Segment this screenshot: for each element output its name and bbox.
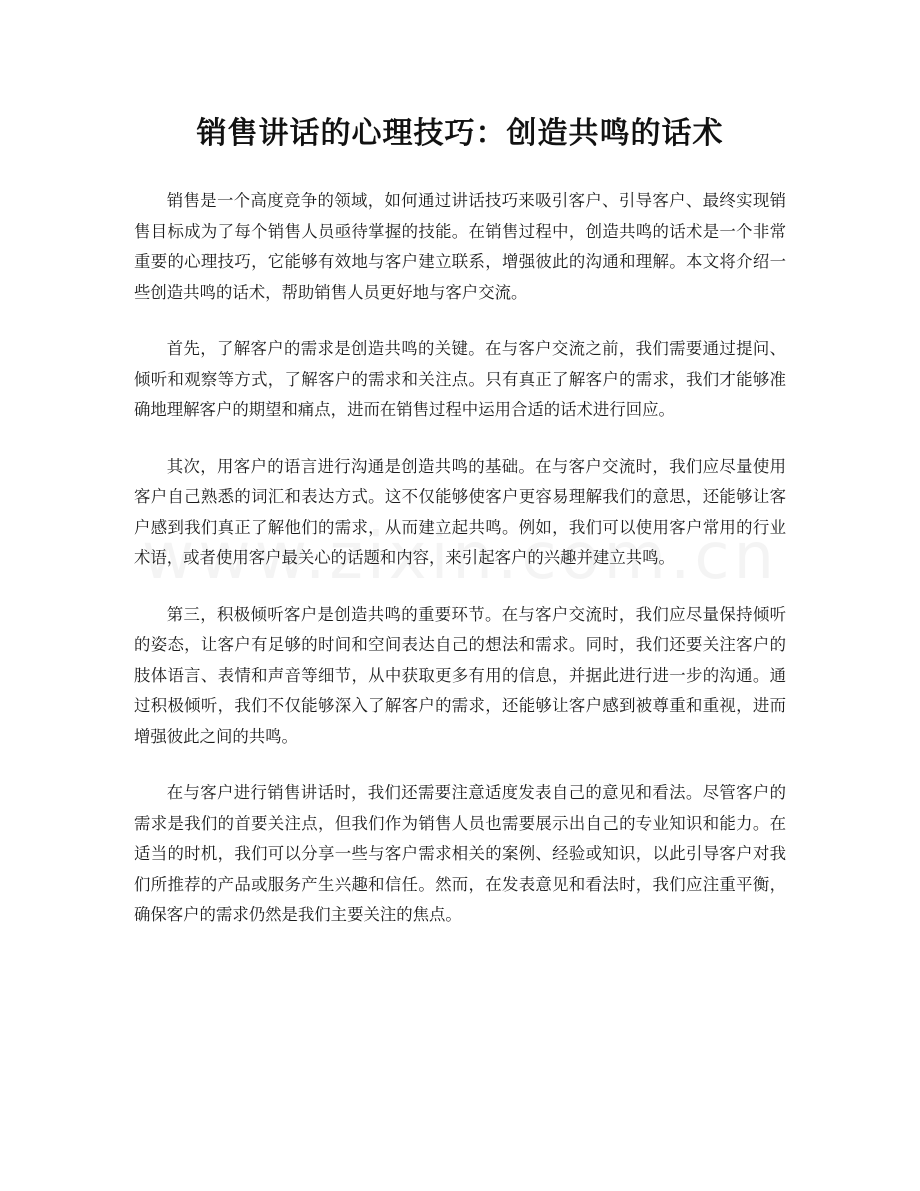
document-body — [134, 186, 786, 957]
paragraph-1: 销售是一个高度竞争的领域，如何通过讲话技巧来吸引客户、引导客户、最终实现销售目标成为了每个销售人员亟待掌握的技能。在销售过程中，创造共鸣的话术是一个非常重要的心理技巧，它能够有效地与客户建立联系，增强彼此的沟通和理解。本文将介绍一些创造共鸣的话术，帮助销售人员更好地与客户交流。 — [134, 191, 786, 302]
paragraph-5: 在与客户进行销售讲话时，我们还需要注意适度发表自己的意见和看法。尽管客户的需求是我们的首要关注点，但我们作为销售人员也需要展示出自己的专业知识和能力。在适当的时机，我们可以分享一些与客户需求相关的案例、经验或知识，以此引导客户对我们所推荐的产品或服务产生兴趣和信任。然而，在发表意见和看法时，我们应注重平衡，确保客户的需求仍然是我们主要关注的焦点。 — [134, 783, 786, 924]
paragraph-3: 其次，用客户的语言进行沟通是创造共鸣的基础。在与客户交流时，我们应尽量使用客户自己熟悉的词汇和表达方式。这不仅能够使客户更容易理解我们的意思，还能够让客户感到我们真正了解他们的需求，从而建立起共鸣。例如，我们可以使用客户常用的行业术语，或者使用客户最关心的话题和内容，来引起客户的兴趣并建立共鸣。 — [134, 456, 786, 567]
paragraph-4: 第三，积极倾听客户是创造共鸣的重要环节。在与客户交流时，我们应尽量保持倾听的姿态，让客户有足够的时间和空间表达自己的想法和需求。同时，我们还要关注客户的肢体语言、表情和声音等细节，从中获取更多有用的信息，并据此进行进一步的沟通。通过积极倾听，我们不仅能够深入了解客户的需求，还能够让客户感到被尊重和重视，进而增强彼此之间的共鸣。 — [134, 604, 786, 746]
document-title: 销售讲话的心理技巧：创造共鸣的话术 — [196, 116, 724, 151]
paragraph-2: 首先，了解客户的需求是创造共鸣的关键。在与客户交流之前，我们需要通过提问、倾听和观察等方式，了解客户的需求和关注点。只有真正了解客户的需求，我们才能够准确地理解客户的期望和痛点，进而在销售过程中运用合适的话术进行回应。 — [134, 339, 786, 419]
